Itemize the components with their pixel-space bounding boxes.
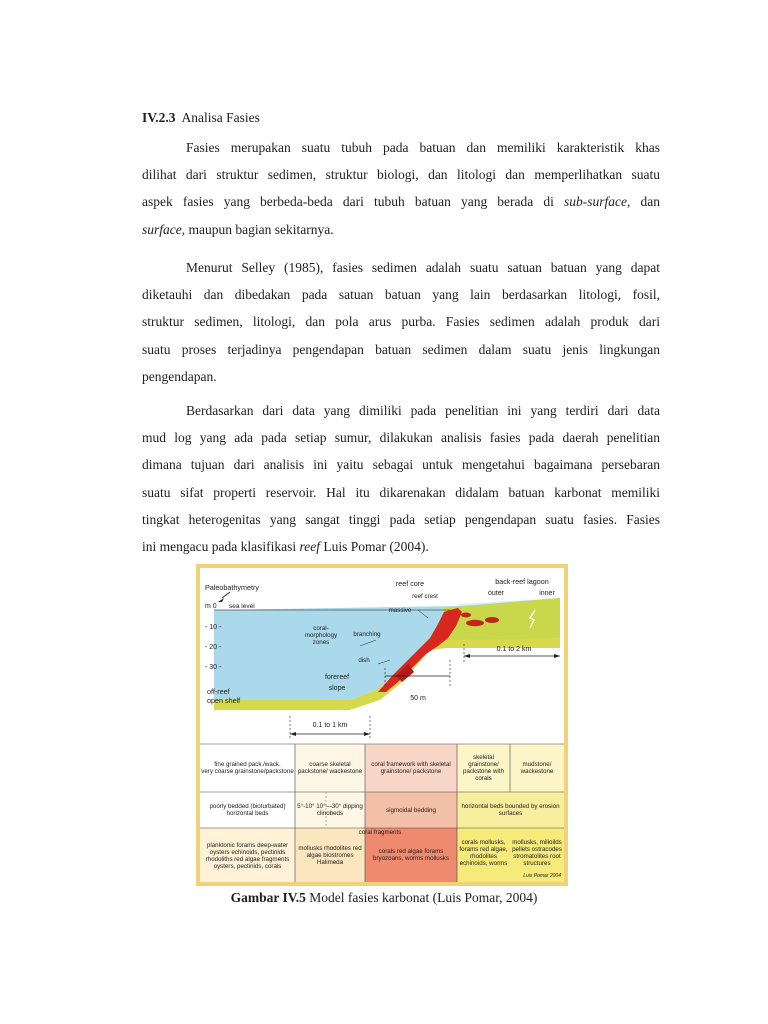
label-outer: outer — [488, 589, 504, 597]
label-massive: massive — [388, 607, 412, 614]
label-slope: slope — [328, 684, 346, 692]
italic-term: surface — [142, 221, 182, 237]
section-number: IV.2.3 — [142, 110, 176, 125]
table-cell: mollusks, milioilds pellets ostracodes stromatolites root structures — [512, 839, 562, 867]
table-cell: skeletal grainstone/ packstone with corals — [463, 754, 504, 782]
label-branching: branching — [353, 631, 381, 638]
paragraph-line: ini mengacu pada klasifikasi reef Luis Pomar (2004). — [142, 539, 429, 555]
table-cell: planktonic forams deep-water oysters echinoids, pectinids rhodoliths red algae fragments oysters, pectinids, corals — [205, 842, 290, 870]
label-coral-zones-3: zones — [312, 638, 330, 646]
paragraph-line: dilihat dari struktur sedimen, struktur biologi, dan litologi dan memperlihatkan suatu — [142, 167, 660, 183]
paragraph-1 — [142, 134, 660, 243]
label-forereef: forereef — [324, 673, 350, 681]
paragraph-line: aspek fasies yang berbeda-beda dari tubuh batuan yang berada di sub-surface, dan — [142, 194, 660, 210]
facies-model-figure — [196, 564, 568, 886]
paragraph-line: mud log yang ada pada setiap sumur, dilakukan analisis fasies pada daerah penelitian — [142, 430, 660, 446]
caption-text: Model fasies karbonat (Luis Pomar, 2004) — [305, 890, 538, 905]
table-cell: mudstone/ wackestone — [520, 761, 554, 775]
paragraph-line: tingkat heterogenitas yang sangat tinggi pada setiap pengendapan suatu fasies. Fasies — [142, 511, 660, 527]
paragraph-line: Fasies merupakan suatu tubuh pada batuan dan memiliki karakteristik khas — [186, 140, 660, 155]
label-depth-0: m 0 — [205, 602, 217, 610]
table-cell: sigmoidal bedding — [386, 806, 436, 814]
table-cell: horizontal beds bounded by erosion surfaces — [461, 803, 560, 817]
paragraph-line: Berdasarkan dari data yang dimiliki pada penelitian ini yang terdiri dari data — [186, 403, 660, 418]
figure-panel — [200, 568, 564, 882]
table-cell: poorly bedded (bioturbated) horizontal beds — [209, 803, 286, 817]
table-cell: corals mollusks, forams red algae, rhodolites echinoids, worms — [459, 839, 508, 867]
paragraph-2 — [142, 254, 660, 390]
section-heading — [142, 110, 260, 126]
label-open-shelf: open shelf — [207, 695, 241, 705]
paragraph-line: dimana tujuan dari analisis ini yaitu sebagai untuk mengetahui bagaimana persebaran — [142, 457, 660, 473]
label-back-reef-lagoon: back-reef lagoon — [495, 576, 549, 586]
label-reef-core: reef core — [395, 578, 425, 588]
paragraph-line: surface, maupun bagian sekitarnya. — [142, 221, 334, 237]
table-cell: corals red algae forams bryozoans, worms mollusks — [373, 848, 449, 862]
label-reef-crest: reef crest — [412, 593, 438, 600]
paragraph-line: suatu sifat properti reservoir. Hal itu dikarenakan didalam batuan karbonat memiliki — [142, 484, 660, 500]
section-title: Analisa Fasies — [181, 110, 260, 125]
italic-term: sub-surface — [564, 194, 628, 210]
table-cell: coral framework with skeletal grainstone/ packstone — [371, 761, 451, 775]
label-depth-30: - 30 - — [205, 663, 222, 671]
paragraph-line: struktur sedimen, litologi, dan pola arus purba. Fasies sedimen adalah produk dari — [142, 314, 660, 330]
paragraph-line: diketauhi dan dibedakan pada satuan batuan yang lain berdasarkan litologi, fosil, — [142, 287, 660, 303]
label-off-reef: off-reef — [207, 686, 230, 696]
italic-term: reef — [299, 539, 320, 555]
label-coral-zones-1: coral- — [313, 624, 329, 632]
caption-label: Gambar IV.5 — [230, 890, 306, 905]
table-cell-coral-fragments: coral fragments — [358, 829, 402, 836]
figure-credit: Luis Pomar 2004 — [523, 873, 561, 879]
figure-caption — [0, 890, 768, 906]
paragraph-line: Menurut Selley (1985), fasies sedimen adalah suatu satuan batuan yang dapat — [186, 260, 660, 275]
label-50m: 50 m — [410, 694, 426, 702]
table-cell: coarse skeletal packstone/ wackestone — [297, 761, 363, 775]
label-sea-level: sea level — [229, 602, 255, 610]
label-depth-10: - 10 - — [205, 623, 222, 631]
label-coral-zones-2: morphology — [304, 631, 338, 639]
label-paleobathymetry: Paleobathymetry — [205, 582, 259, 592]
table-cell: 5°-10° 10°—30° dipping clinobeds — [297, 803, 363, 817]
label-dish: dish — [358, 657, 370, 664]
paragraph-3 — [142, 397, 660, 560]
table-cell: fine grained pack./wack. very coarse grainstone/packstone — [201, 761, 294, 775]
label-depth-20: - 20 - — [205, 643, 222, 651]
label-0-1-to-2-km: 0.1 to 2 km — [496, 645, 532, 653]
label-inner: inner — [539, 589, 555, 597]
table-cell: mollusks rhodolites red algae biostromes Halimeda — [298, 844, 362, 866]
paragraph-line: pengendapan. — [142, 368, 217, 384]
label-0-1-to-1-km: 0.1 to 1 km — [312, 721, 348, 729]
paragraph-line: suatu proses terjadinya pengendapan batuan sedimen dalam suatu jenis lingkungan — [142, 341, 660, 357]
